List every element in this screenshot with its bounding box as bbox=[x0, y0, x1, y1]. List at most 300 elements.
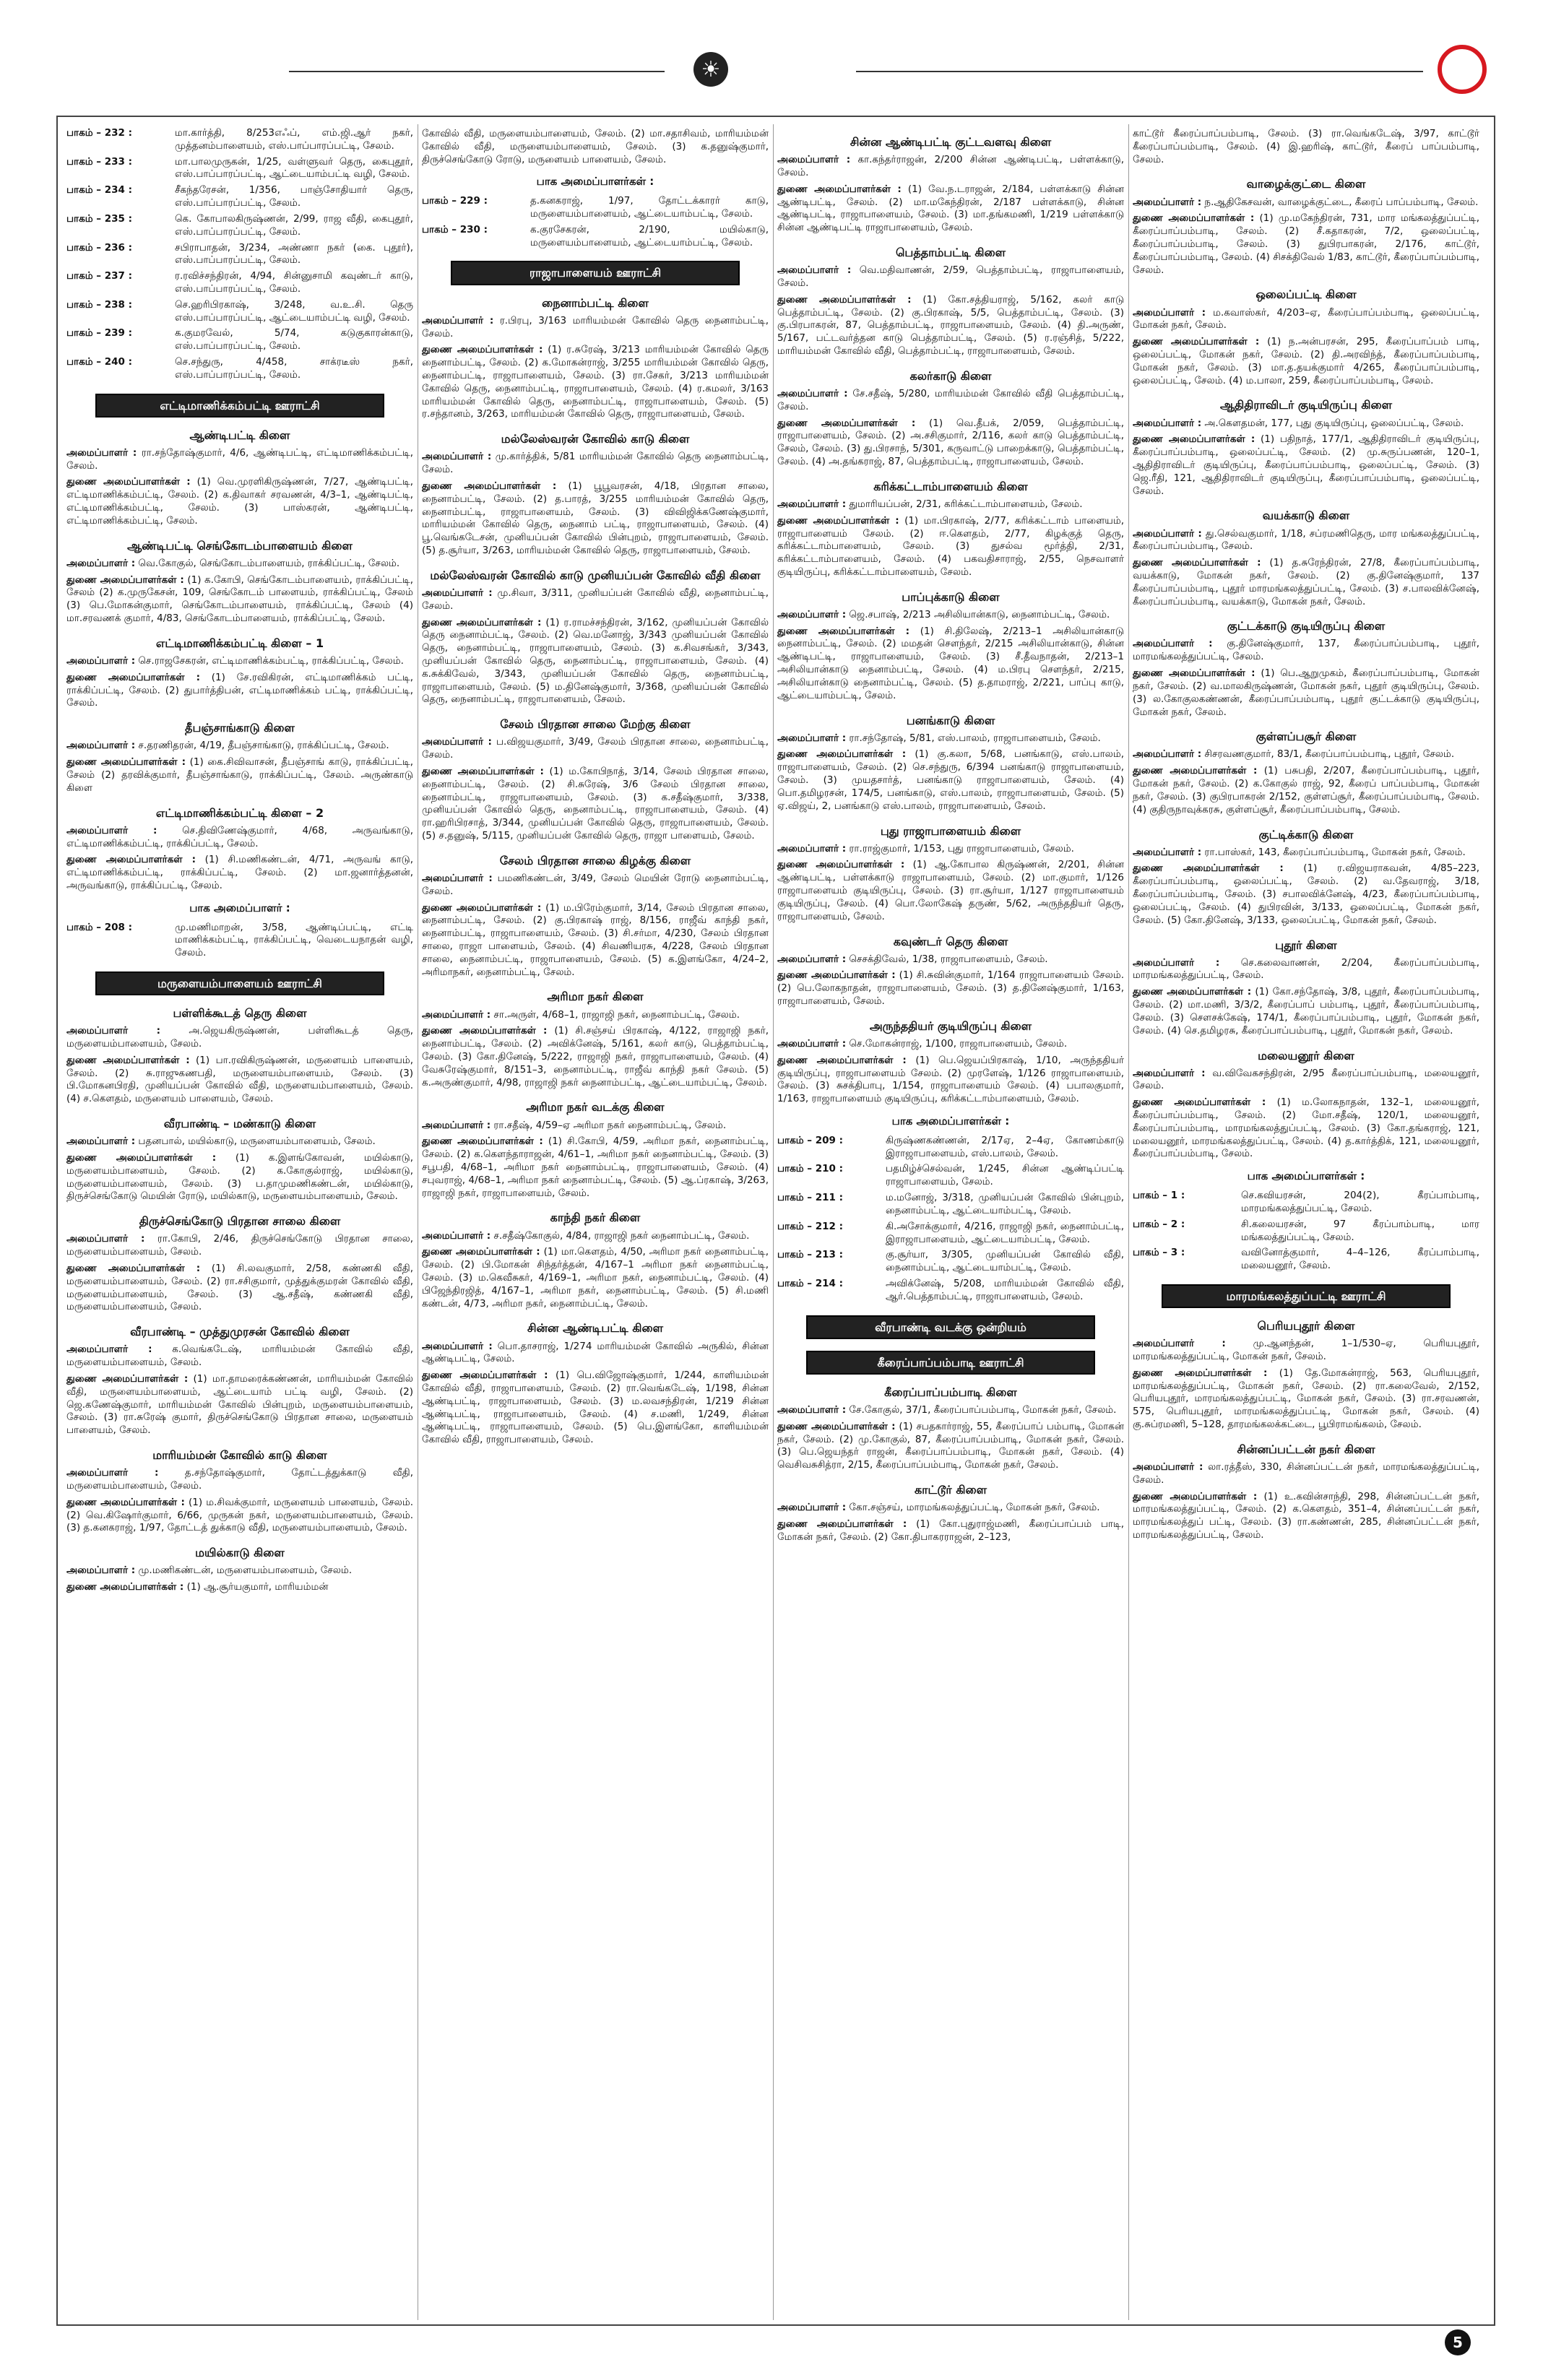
member-text: ரா.சந்தோஷ்குமார், 4/6, ஆண்டிபட்டி, எட்டிமாணிக்கம்பட்டி, சேலம். bbox=[66, 446, 413, 472]
member-entry bbox=[66, 1565, 413, 1578]
member-entry bbox=[66, 655, 413, 668]
branch-heading: பாப்புக்காடு கிளை bbox=[902, 589, 1000, 604]
role-label: அமைப்பாளர் : bbox=[422, 314, 494, 326]
branch-heading: மல்லேஸ்வரன் கோவில் காடு கிளை bbox=[501, 432, 690, 446]
ward-label: பாகம் – 230 : bbox=[422, 223, 488, 235]
role-label: துணை அமைப்பாளர்கள் : bbox=[66, 1054, 190, 1066]
role-label: துணை அமைப்பாளர்கள் : bbox=[66, 1152, 217, 1164]
branch-heading: வீரபாண்டி – மண்காடு கிளை bbox=[163, 1117, 316, 1131]
branch-heading: குட்டிக்காடு கிளை bbox=[1258, 827, 1354, 841]
branch-heading: கவுண்டர் தெரு கிளை bbox=[893, 934, 1008, 948]
member-entry bbox=[777, 264, 1124, 290]
branch-heading: சின்னப்பட்டன் நகர் கிளை bbox=[1237, 1442, 1375, 1456]
role-label: துணை அமைப்பாளர்கள் : bbox=[1133, 433, 1255, 446]
ward-label: பாகம் – 239 : bbox=[66, 327, 133, 339]
column-3 bbox=[777, 124, 1124, 2320]
member-text: (1) பெ.விஜோஷ்குமார், 1/244, காளியம்மன் கோவில் வீதி, ராஜாபாளையம், சேலம். (2) ரா.வெங்கடேஷ், 1/198, சின்ன ஆண்டிபட்டி, ராஜாபாளையம், சேலம். (3) ம.லவசந்திரன், 1/219 சின்ன ஆண்டிபட்டி, ராஜாபாளையம், சேலம். (4) ச.மணி, 1/249, சின்ன ஆண்டிபட்டி, ராஜாபாளையம், சேலம். (5) பெ.இளங்கோ, காளியம்மன் கோவில் வீதி, ராஜாபாளையம், சேலம். bbox=[422, 1369, 769, 1446]
member-text: ப.விஜயகுமார், 3/49, சேலம் பிரதான சாலை, நைனாம்பட்டி, சேலம். bbox=[422, 736, 769, 761]
member-entry bbox=[777, 1421, 1124, 1472]
role-label: அமைப்பாளர் : bbox=[66, 446, 137, 459]
member-entry bbox=[777, 294, 1124, 358]
member-entry bbox=[422, 617, 769, 707]
member-text: வ.விவேகசந்திரன், 2/95 கீரைப்பாப்பம்பாடி, மலையனூர், சேலம். bbox=[1133, 1067, 1479, 1092]
role-label: துணை அமைப்பாளர்கள் : bbox=[66, 756, 186, 769]
role-label: துணை அமைப்பாளர்கள் : bbox=[422, 344, 543, 356]
ward-text: சபிராபாதன், 3/234, அண்ணா நகர் (கை. புதூர்), எஸ்.பாப்பாரப்பட்டி, சேலம். bbox=[175, 241, 413, 267]
member-entry bbox=[66, 1233, 413, 1259]
member-entry bbox=[1133, 638, 1479, 664]
role-label: துணை அமைப்பாளர்கள் : bbox=[1133, 986, 1252, 998]
member-text: (1) சி.மணிகண்டன், 4/71, அருவங் காடு, எட்டிமாணிக்கம்பட்டி, ராக்கிப்பட்டி, சேலம். (2) மா.ஜனார்த்தனன், அருவங்காடு, ராக்கிப்பட்டி, சேலம். bbox=[66, 854, 413, 891]
member-text: அ.கௌதமன், 177, புது குடியிருப்பு, ஒலைப்பட்டி, சேலம். bbox=[1204, 417, 1464, 429]
role-label: அமைப்பாளர் : bbox=[422, 1340, 493, 1352]
role-label: அமைப்பாளர் : bbox=[1133, 417, 1202, 429]
member-text: மு.சிவா, 3/311, முனியப்பன் கோவில் வீதி, நைனாம்பட்டி, சேலம். bbox=[422, 587, 769, 612]
member-entry bbox=[777, 417, 1124, 469]
role-label: அமைப்பாளர் : bbox=[777, 154, 851, 166]
member-entry bbox=[66, 854, 413, 892]
member-text: (1) ர.விஜயராகவன், 4/85–223, கீரைப்பாப்பம்பாடி, ஒலைப்பட்டி, சேலம். (2) வ.தேவராஜ், 3/18, கீரைப்பாப்பம்பாடி, சேலம். (3) சபாலவிக்னேஷ், 4/23, கீரைப்பாப்பம்பாடி, ஒலைப்பட்டி, சேலம். (4) துபிரவின், 3/133, ஒலைப்பட்டி, மோகன் நகர், சேலம். (5) கோ.தினேஷ், 3/133, ஒலைப்பட்டி, மோகன் நகர், சேலம். bbox=[1133, 862, 1479, 926]
role-label: துணை அமைப்பாளர்கள் : bbox=[422, 1135, 543, 1148]
ward-label: பாகம் – 210 : bbox=[777, 1163, 844, 1175]
ward-entry bbox=[66, 299, 413, 325]
role-label: அமைப்பாளர் : bbox=[66, 557, 136, 569]
role-label: துணை அமைப்பாளர்கள் : bbox=[1133, 1096, 1266, 1109]
member-text: ரா.பாஸ்கர், 143, கீரைப்பாப்பம்பாடி, மோகன் நகர், சேலம். bbox=[1204, 846, 1466, 858]
ward-entry bbox=[1133, 1219, 1479, 1245]
member-entry bbox=[422, 1341, 769, 1367]
ward-label: பாகம் – 213 : bbox=[777, 1249, 844, 1261]
ward-text: செ.சந்துரு, 4/458, சாக்ரடீஸ் நகர், எஸ்.பாப்பாரப்பட்டி, சேலம். bbox=[175, 356, 413, 381]
role-label: துணை அமைப்பாளர்கள் : bbox=[66, 574, 184, 586]
branch-heading: திருச்செங்கோடு பிரதான சாலை கிளை bbox=[139, 1214, 341, 1229]
branch-heading: வாழைக்குட்டை கிளை bbox=[1246, 177, 1366, 191]
branch-heading: கீரைப்பாப்பம்பாடி கிளை bbox=[884, 1385, 1017, 1399]
member-text: (1) மா.தாமரைக்கண்ணன், மாரியம்மன் கோவில் வீதி, மருளையம்பாளையம், ஆட்டையாம் பட்டி வழி, சேலம். (2) ஜெ.கணேஷ்குமார், மாரியம்மன் கோவில் பின்புறம், மருளையம்பாளையம், சேலம். (3) ரா.சுரேஷ் குமார், திருச்செங்கோடு பிரதான சாலை, மருளையம் பாளையம், சேலம். bbox=[66, 1373, 413, 1437]
member-text: ர.பிரபு, 3/163 மாரியம்மன் கோவில் தெரு நைனாம்பட்டி, சேலம். bbox=[422, 314, 769, 339]
member-entry bbox=[777, 626, 1124, 703]
member-text: கா.கந்தர்ராஜன், 2/200 சின்ன ஆண்டிபட்டி, பள்ளக்காடு, சேலம். bbox=[777, 154, 1124, 178]
ward-entry bbox=[66, 213, 413, 239]
role-label: துணை அமைப்பாளர்கள் : bbox=[777, 1518, 907, 1530]
ward-entry bbox=[777, 1278, 1124, 1304]
ward-entry bbox=[777, 1163, 1124, 1189]
member-text: மு.மணிகண்டன், மருளையம்பாளையம், சேலம். bbox=[138, 1565, 353, 1577]
member-text: ரா.கோபி, 2/46, திருச்செங்கோடு பிரதான சாலை, மருளையம்பாளையம், சேலம். bbox=[66, 1233, 413, 1258]
member-text: (1) ம.லோகநாதன், 132–1, மலையனூர், கீரைப்பாப்பம்பாடி, சேலம். (2) மோ.சதீஷ், 120/1, மலையனூர், கீரைப்பாப்பம்பாடி, மாரமங்கலத்துப்பட்டி, சேலம். (3) கோ.தங்கராஜ், 121, மலையனூர், மாரமங்கலத்துப்பட்டி, சேலம். (4) த.கார்த்திக், 121, மலையனூர், கீரைப்பாப்பம்பாடி, சேலம். bbox=[1133, 1096, 1479, 1160]
role-label: அமைப்பாளர் : bbox=[1133, 1067, 1206, 1079]
member-text: ம.கவாஸ்கர், 4/203–ஏ, கீரைப்பாப்பம்பாடி, ஒலைப்பட்டி, மோகன் நகர், சேலம். bbox=[1133, 306, 1479, 332]
ward-label: பாகம் – 234 : bbox=[66, 184, 133, 196]
role-label: துணை அமைப்பாளர்கள் : bbox=[777, 859, 905, 871]
role-label: துணை அமைப்பாளர்கள் : bbox=[66, 476, 191, 488]
member-entry bbox=[777, 748, 1124, 813]
ward-entry bbox=[777, 1192, 1124, 1218]
member-text: கோ.சஞ்சய், மாரமங்கலத்துப்பட்டி, மோகன் நகர், சேலம். bbox=[849, 1502, 1100, 1514]
ward-text: பதமிழ்ச்செல்வன், 1/245, சின்ன ஆண்டிப்பட்டி ராஜாபாளையம், சேலம். bbox=[886, 1163, 1124, 1188]
role-label: துணை அமைப்பாளர்கள் : bbox=[777, 748, 907, 761]
member-text: மு.கார்த்திக், 5/81 மாரியம்மன் கோவில் தெரு நைனாம்பட்டி, சேலம். bbox=[422, 451, 769, 476]
role-label: அமைப்பாளர் : bbox=[777, 1403, 847, 1416]
role-label: அமைப்பாளர் : bbox=[777, 1502, 847, 1514]
member-entry bbox=[66, 672, 413, 710]
branch-heading: வயக்காடு கிளை bbox=[1262, 509, 1350, 523]
member-text: (1) கோ.புதுராஜ்மணி, கீரைப்பாப்பம் பாடி, மோகன் நகர், சேலம். (2) கோ.திபாகரராஜன், 2–123, bbox=[777, 1518, 1124, 1543]
panchayat-banner: எட்டிமாணிக்கம்பட்டி ஊராட்சி bbox=[95, 394, 384, 417]
member-text: க.வெங்கடேஷ், மாரியம்மன் கோவில் வீதி, மருளையம்பாளையம், சேலம். bbox=[66, 1343, 413, 1369]
branch-heading: புது ராஜாபாளையம் கிளை bbox=[880, 823, 1021, 838]
member-entry bbox=[66, 558, 413, 571]
member-text: (1) உ.கவின்சாந்தி, 298, சின்னப்பட்டன் நகர், மாரமங்கலத்துப்பட்டி, சேலம். (2) க.கௌதம், 351–4, சின்னப்பட்டன் நகர், மாரமங்கலத்துப் பட்டி, சேலம். (3) ரா.கண்ணன், 285, சின்னப்பட்டன் நகர், மாரமங்கலத்துப்பட்டி, சேலம். bbox=[1133, 1490, 1479, 1541]
role-label: அமைப்பாளர் : bbox=[1133, 638, 1213, 650]
branch-heading: கலர்காடு கிளை bbox=[909, 368, 992, 383]
member-entry bbox=[66, 1135, 413, 1148]
member-text: (1) த.சுரேந்திரன், 27/8, கீரைப்பாப்பம்பாடி, வயக்காடு, மோகன் நகர், சேலம். (2) கு.தினேஷ்குமார், 137 கீரைப்பாப்பம்பாடி, புதூர் மாரமங்கலத்துப்பட்டி, சேலம். (3) ச.பாலவிக்னேஷ், கீரைப்பாப்பம்பாடி, வயக்காடு, மோகன் நகர், சேலம். bbox=[1133, 557, 1479, 607]
branch-heading: கரிக்கட்டாம்பாளையம் கிளை bbox=[873, 479, 1028, 493]
member-entry bbox=[422, 1025, 769, 1089]
member-text: துமாரியப்பன், 2/31, கரிக்கட்டாம்பாளையம், சேலம். bbox=[849, 498, 1083, 510]
panchayat-banner: ராஜாபாளையம் ஊராட்சி bbox=[451, 261, 740, 285]
ward-text: மா.பாலமுருகன், 1/25, வள்ளுவர் தெரு, கைபுதூர், எஸ்.பாப்பாரப்பட்டி, ஆட்டையாம்பட்டி வழி, சேலம். bbox=[175, 155, 413, 181]
role-label: அமைப்பாளர் : bbox=[777, 264, 852, 277]
member-entry bbox=[1133, 528, 1479, 554]
role-label: அமைப்பாளர் : bbox=[777, 387, 848, 399]
role-label: துணை அமைப்பாளர்கள் : bbox=[422, 1025, 548, 1037]
member-text: த.சந்தோஷ்குமார், தோட்டத்துக்காடு வீதி, மருளையம்பாளையம், சேலம். bbox=[66, 1467, 413, 1492]
ward-entry bbox=[66, 184, 413, 210]
ward-text: கி.அசோக்குமார், 4/216, ராஜாஜி நகர், நைனாம்பட்டி, இராஜாபாளையம், ஆட்டையாம்பட்டி, சேலம். bbox=[886, 1220, 1124, 1245]
member-text: (1) வெ.தீபக், 2/059, பெத்தாம்பட்டி, ராஜாபாளையம், சேலம். (2) அ.சசிகுமார், 2/116, கலர் காடு பெத்தாம்பட்டி, சேலம், சேலம். (3) து.பிரசாந், 5/301, கருவாட்டு பாறைக்காடு, பெத்தாம்பட்டி, சேலம். (4) அ.தங்கராஜ், 87, பெத்தாம்பட்டி, ராஜாபாளையம், சேலம். bbox=[777, 417, 1124, 467]
ward-label: பாகம் – 209 : bbox=[777, 1134, 844, 1146]
member-text: (1) ஆ.சூர்யகுமார், மாரியம்மன் bbox=[186, 1581, 329, 1593]
ward-entry bbox=[422, 195, 769, 221]
branch-heading: நைனாம்பட்டி கிளை bbox=[542, 295, 649, 310]
role-label: துணை அமைப்பாளர்கள் : bbox=[66, 1263, 201, 1275]
member-text: ஜெ.சபாஷ், 2/213 அசிலியான்காடு, நைனாம்பட்டி, சேலம். bbox=[849, 608, 1110, 620]
branch-heading: காட்டூர் கிளை bbox=[914, 1482, 987, 1497]
role-label: அமைப்பாளர் : bbox=[1133, 846, 1202, 858]
member-text: செ.கலைவாணன், 2/204, கீரைப்பாப்பம்பாடி, மாரமங்கலத்துப்பட்டி, சேலம். bbox=[1133, 956, 1479, 982]
member-text: (1) ம.பிரேம்குமார், 3/14, சேலம் பிரதான சாலை, நைனாம்பட்டி, சேலம். (2) கு.பிரகாஷ் ராஜ், 8/156, ராஜீவ் காந்தி நகர், நைனாம்பட்டி, ராஜாபாளையம், சேலம். (3) சி.சர்மா, 4/230, சேலம் பிரதான சாலை, ராஜா பாளையம், சேலம். (4) சிவணியரசு, 4/228, சேலம் பிரதான சாலை, நைனாம்பட்டி, ராஜாபாளையம், சேலம். (5) க.இளங்கோ, 4/24–2, அரிமாநகர், நைனாம்பட்டி, சேலம். bbox=[422, 901, 769, 978]
ward-text: க.குமரவேல், 5/74, கடுகுகாரன்காடு, எஸ்.பாப்பாரப்பட்டி, சேலம். bbox=[175, 327, 413, 352]
member-entry bbox=[66, 476, 413, 527]
branch-heading: ஆதிதிராவிடர் குடியிருப்பு கிளை bbox=[1219, 398, 1393, 412]
member-text: (1) மா.பிரகாஷ், 2/77, கரிக்கட்டாம் பாளையம், ராஜாபாளையம் சேலம். (2) ஈ.கௌதம், 2/77, கிழக்குத் தெரு, கரிக்கட்டாம்பாளையம், சேலம். (3) துசல்வ மூர்த்தி, 2/31, கரிக்கட்டாம்பாளையம், சேலம். (4) பகவதிசாராஜ், 2/55, நெசவாளர் குடியிருப்பு, கரிக்கட்டாம்பாளையம், சேலம். bbox=[777, 514, 1124, 578]
ward-label: பாகம் – 237 : bbox=[66, 270, 133, 282]
member-entry bbox=[777, 859, 1124, 923]
ward-text: கெ. கோபாலகிருஷ்ணன், 2/99, ராஜ வீதி, கைபுதூர், எஸ்.பாப்பாரப்பட்டி, சேலம். bbox=[175, 212, 413, 238]
role-label: அமைப்பாளர் : bbox=[1133, 527, 1202, 540]
member-entry bbox=[66, 756, 413, 795]
ward-entry bbox=[66, 356, 413, 382]
member-text: (1) சி.கோபி, 4/59, அரிமா நகர், நைனாம்பட்டி, சேலம். (2) க.கௌந்தாராஜன், 4/61–1, அரிமா நகர் நைனாம்பட்டி, சேலம். (3) சபூபதி, 4/68–1, அரிமா நகர் நைனாம்பட்டி, ராஜாபாளையம், சேலம். (4) சபுவராஜ், 4/68–1, அரிமா நகர் நைனாம்பட்டி, சேலம். (5) ஆ.ப்ரகாஷ், 3/263, ராஜாஜி நகர், ராஜாபாளையம், சேலம். bbox=[422, 1135, 769, 1199]
member-text: (1) ஆ.கோபால கிருஷ்ணன், 2/201, சின்ன ஆண்டிபட்டி, பள்ளக்காடு ராஜாபாளையம், சேலம். (2) மா.குமார், 1/126 ராஜாபாளையம் குடியிருப்பு, சேலம். (3) ரா.சூர்யா, 1/127 ராஜாபாளையம் குடியிருப்பு, சேலம். (4) பொ.லோகேஷ் தருண், 5/62, அருந்ததியர் தெரு, ராஜாபாளையம், சேலம். bbox=[777, 859, 1124, 922]
member-entry bbox=[1133, 847, 1479, 860]
member-entry bbox=[1133, 196, 1479, 209]
member-entry bbox=[422, 1120, 769, 1133]
branch-heading: புதூர் கிளை bbox=[1275, 938, 1337, 952]
role-label: அமைப்பாளர் : bbox=[422, 872, 493, 884]
member-text: சே.கோகுல், 37/1, கீரைப்பாப்பம்பாடி, மோகன் நகர், சேலம். bbox=[849, 1403, 1117, 1416]
member-entry bbox=[422, 1369, 769, 1447]
member-entry bbox=[66, 1373, 413, 1437]
panchayat-banner: வீரபாண்டி வடக்கு ஒன்றியம் bbox=[806, 1315, 1095, 1339]
role-label: அமைப்பாளர் : bbox=[777, 1037, 847, 1050]
role-label: துணை அமைப்பாளர்கள் : bbox=[777, 293, 912, 306]
role-label: அமைப்பாளர் : bbox=[777, 608, 847, 620]
member-entry bbox=[777, 388, 1124, 414]
member-text: பொ.தாசராஜ், 1/274 மாரியம்மன் கோவில் அருகில், சின்ன ஆண்டிபட்டி, சேலம். bbox=[422, 1340, 769, 1365]
member-entry bbox=[66, 1055, 413, 1106]
role-label: துணை அமைப்பாளர்கள் : bbox=[777, 969, 896, 982]
role-label: துணை அமைப்பாளர்கள் : bbox=[1133, 212, 1255, 225]
panchayat-banner: மாரமங்கலத்துப்பட்டி ஊராட்சி bbox=[1162, 1284, 1451, 1308]
member-entry bbox=[1133, 433, 1479, 498]
role-label: அமைப்பாளர் : bbox=[66, 1233, 145, 1245]
role-label: துணை அமைப்பாளர்கள் : bbox=[66, 671, 201, 683]
branch-heading: வீரபாண்டி – முத்துமுரசன் கோவில் கிளை bbox=[130, 1325, 350, 1339]
member-text: பதனபால், மயில்காடு, மருளையம்பாளையம், சேலம். bbox=[138, 1135, 376, 1148]
role-label: துணை அமைப்பாளர்கள் : bbox=[1133, 765, 1258, 777]
member-text: கு.தினேஷ்குமார், 137, கீரைப்பாப்பம்பாடி, புதூர், மாரமங்கலத்துப்பட்டி, சேலம். bbox=[1133, 638, 1479, 663]
member-text: (1) ர.சுரேஷ், 3/213 மாரியம்மன் கோவில் தெரு நைனாம்பட்டி, சேலம். (2) க.மோகன்ராஜ், 3/255 மாரியம்மன் கோவில் தெரு, நைனாம்பட்டி, ராஜாபாளையம், சேலம். (3) ரா.சேகர், 3/213 மாரியம்மன் கோவில் தெரு, நைனாம்பட்டி, ராஜாபாளையம், சேலம். (4) ர.கமலர், 3/163 மாரியம்மன் கோவில் தெரு, நைனாம்பட்டி, ராஜாபாளையம், சேலம். (5) ர.சந்தானம், 3/263, மாரியம்மன் கோவில் தெரு, ராஜாபாளையம், சேலம். bbox=[422, 344, 769, 420]
member-entry bbox=[1133, 336, 1479, 387]
role-label: துணை அமைப்பாளர்கள் : bbox=[1133, 1490, 1258, 1502]
member-entry bbox=[66, 447, 413, 473]
member-entry bbox=[777, 1038, 1124, 1051]
member-text: (1) கு.கலா, 5/68, பனங்காடு, எஸ்.பாலம், ராஜாபாளையம், சேலம். (2) செ.சந்துரு, 6/394 பனங்காடு ராஜாபாளையம், சேலம். (3) முயதசார்த், பனங்காடு ராஜாபாளையம், சேலம். (4) பொ.தமிழரசன், 174/5, பனங்காடு, எஸ்.பாலம், ராஜாபாளையம், சேலம். (5) ஏ.விஜய், 2, பனங்காடு எஸ்.பாலம், ராஜாபாளையம், சேலம். bbox=[777, 748, 1124, 812]
member-entry bbox=[1133, 957, 1479, 983]
member-entry bbox=[1133, 1096, 1479, 1161]
ward-text: அவிக்னேஷ், 5/208, மாரியம்மன் கோவில் வீதி, ஆர்.பெத்தாம்பட்டி, ராஜாபாளையம், சேலம். bbox=[886, 1277, 1124, 1302]
member-text: ச.சதீஷ்கோகுல், 4/84, ராஜாஜி நகர் நைனாம்பட்டி, சேலம். bbox=[493, 1229, 750, 1242]
role-label: துணை அமைப்பாளர்கள் : bbox=[777, 625, 910, 637]
ward-text: சி.கலையரசன், 97 கீரப்பாம்பாடி, மார மங்கலத்துப்பட்டி, சேலம். bbox=[1241, 1218, 1479, 1243]
member-text: (1) சி.திலேஷ், 2/213–1 அசிலியான்காடு நைனாம்பட்டி, சேலம். (2) மமதன் சௌந்தர், 2/215 அசிலியான்காடு, சின்ன ஆண்டிபட்டி, ராஜாபாளையம், சேலம். (3) சீ.தீவநாதன், 2/213–1 அசிலியான்காடு நைனாம்பட்டி, சேலம். (4) ம.பிரபு சௌந்தர், 2/215, அசிலியான்காடு நைனாம்பட்டி, சேலம். (5) த.தாமராஜ், 2/221, பாப்பு காடு, ஆட்டையாம்பட்டி, சேலம். bbox=[777, 625, 1124, 701]
role-label: அமைப்பாளர் : bbox=[66, 1565, 136, 1577]
role-label: அமைப்பாளர் : bbox=[66, 1467, 159, 1479]
column-divider bbox=[773, 124, 774, 2320]
column-1 bbox=[66, 124, 413, 2320]
ward-organisers-heading: பாக அமைப்பாளர் : bbox=[189, 901, 290, 914]
role-label: அமைப்பாளர் : bbox=[422, 1119, 491, 1131]
ward-label: பாகம் – 3 : bbox=[1133, 1247, 1185, 1259]
branch-heading: ஆண்டிபட்டி செங்கோடம்பாளையம் கிளை bbox=[127, 538, 353, 553]
role-label: துணை அமைப்பாளர்கள் : bbox=[422, 765, 544, 777]
member-text: சிசரவணகுமார், 83/1, கீரைப்பாப்பம்பாடி, புதூர், சேலம். bbox=[1204, 748, 1455, 761]
role-label: துணை அமைப்பாளர்கள் : bbox=[1133, 862, 1284, 875]
member-entry bbox=[777, 969, 1124, 1008]
member-text: (1) கோ.சத்தியராஜ், 5/162, கலர் காடு பெத்தாம்பட்டி, சேலம். (2) கு.பிரகாஷ், 5/5, பெத்தாம்பட்டி, சேலம். (3) கு.பிரபாகரன், 87, பெத்தாம்பட்டி, ராஜாபாளையம், சேலம். (4) தி.அருண், 5/167, பட்டவர்த்தன காடு பெத்தாம்பட்டி, சேலம். (5) ர.ரஞ்சித், 5/222, மாரியம்மன் கோவில் வீதி, பெத்தாம்பட்டி, ராஜாபாளையம், சேலம். bbox=[777, 293, 1124, 357]
role-label: அமைப்பாளர் : bbox=[422, 587, 493, 599]
ward-label: பாகம் – 233 : bbox=[66, 155, 133, 168]
member-entry bbox=[66, 1152, 413, 1203]
member-entry bbox=[66, 1263, 413, 1314]
role-label: துணை அமைப்பாளர்கள் : bbox=[1133, 1367, 1268, 1379]
member-text: சா.அருள், 4/68–1, ராஜாஜி நகர், நைனாம்பட்டி, சேலம். bbox=[493, 1008, 740, 1021]
branch-heading: சின்ன ஆண்டிபட்டி கிளை bbox=[527, 1321, 664, 1336]
member-entry bbox=[66, 1581, 413, 1594]
branch-heading: குள்ளப்பசூர் கிளை bbox=[1255, 730, 1357, 744]
red-circle-icon bbox=[1438, 45, 1487, 94]
member-entry bbox=[422, 1009, 769, 1022]
role-label: அமைப்பாளர் : bbox=[777, 732, 847, 744]
ward-organisers-heading: பாக அமைப்பாளர்கள் : bbox=[1247, 1169, 1365, 1183]
branch-heading: அரிமா நகர் கிளை bbox=[547, 990, 644, 1004]
member-entry bbox=[777, 609, 1124, 622]
member-text: சே.சதீஷ், 5/280, மாரியம்மன் கோவில் வீதி பெத்தாம்பட்டி, சேலம். bbox=[777, 387, 1124, 412]
member-entry bbox=[422, 873, 769, 899]
member-text: (1) மு.மகேந்திரன், 731, மார மங்கலத்துப்பட்டி, கீரைப்பாப்பம்பாடி, சேலம். (2) சீ.கதாகரன், 7/2, ஒலைப்பட்டி, கீரைப்பாப்பம்பாடி, சேலம். (3) துபிரபாகரன், 2/176, காட்டூர், கீரைப்பாப்பம்பாடி, சேலம். (4) சிசக்திவேல் 1/83, காட்டூர், கீரைப்பாப்பம்பாடி, சேலம். bbox=[1133, 212, 1479, 276]
member-entry bbox=[422, 736, 769, 762]
member-entry bbox=[66, 1343, 413, 1369]
branch-heading: குட்டக்காடு குடியிருப்பு கிளை bbox=[1227, 619, 1386, 633]
role-label: அமைப்பாளர் : bbox=[1133, 1461, 1203, 1473]
role-label: துணை அமைப்பாளர்கள் : bbox=[422, 480, 557, 492]
member-text: செ.ராஜசேகரன், எட்டிமாணிக்கம்பட்டி, ராக்கிப்பட்டி, சேலம். bbox=[138, 655, 404, 667]
ward-label: பாகம் – 240 : bbox=[66, 356, 133, 368]
role-label: துணை அமைப்பாளர்கள் : bbox=[1133, 336, 1260, 348]
role-label: துணை அமைப்பாளர்கள் : bbox=[1133, 557, 1261, 569]
member-text: (1) ந.அன்பரசன், 295, கீரைப்பாப்பம் பாடி, ஒலைப்பட்டி, மோகன் நகர், சேலம். (2) தி.அரவிந்த், கீரைப்பாப்பம்பாடி, மோகன் நகர், சேலம். (3) மா.த.தயக்குமார் 4/265, கீரைப்பாப்பம்பாடி, ஒலைப்பட்டி, சேலம். (4) ம.பாலா, 259, கீரைப்பாப்பம்பாடி, சேலம். bbox=[1133, 336, 1479, 386]
role-label: அமைப்பாளர் : bbox=[422, 451, 492, 463]
member-entry bbox=[777, 183, 1124, 235]
member-text: (1) சி.லவகுமார், 2/58, கண்ணகி வீதி, மருளையம்பாளையம், சேலம். (2) ரா.சசிகுமார், முத்துக்குமரன் கோவில் வீதி, மருளையம்பாளையம், சேலம். (3) ஆ.சதீஷ், கண்ணகி வீதி, மருளையம்பாளையம், சேலம். bbox=[66, 1263, 413, 1313]
role-label: துணை அமைப்பாளர்கள் : bbox=[66, 854, 196, 866]
role-label: துணை அமைப்பாளர்கள் : bbox=[777, 514, 899, 527]
column-divider bbox=[1128, 124, 1129, 2320]
member-entry bbox=[777, 515, 1124, 579]
member-entry bbox=[1133, 1461, 1479, 1487]
member-entry bbox=[66, 574, 413, 626]
member-text: செ.மோகன்ராஜ், 1/100, ராஜாபாளையம், சேலம். bbox=[849, 1037, 1068, 1050]
member-entry bbox=[1133, 667, 1479, 719]
member-entry bbox=[1133, 212, 1479, 277]
member-text: (1) பெ.ஆறுமுகம், கீரைப்பாப்பம்பாடி, மோகன் நகர், சேலம். (2) வ.மாலகிருஷ்ணன், மோகன் நகர், புதூர் குடியிருப்பு, சேலம். (3) ல.கோகுலகண்ணன், கீரைப்பாப்பம்பாடி, புதூர் குட்டக்காடு குடியிருப்பு, மோகன் நகர், சேலம். bbox=[1133, 667, 1479, 718]
role-label: அமைப்பாளர் : bbox=[777, 953, 847, 965]
role-label: அமைப்பாளர் : bbox=[1133, 306, 1206, 319]
role-label: துணை அமைப்பாளர்கள் : bbox=[422, 1369, 548, 1382]
ward-entry bbox=[1133, 1190, 1479, 1216]
member-text: (1) ம.கோபிநாத், 3/14, சேலம் பிரதான சாலை, நைனாம்பட்டி, சேலம். (2) சி.சுரேஷ், 3/6 சேலம் பிரதான சாலை, நைனாம்பட்டி, ராஜாபாளையம், சேலம். (3) க.சதீஷ்குமார், 3/338, முனியப்பன் கோவில் தெரு, நைனாம்பட்டி, ராஜாபாளையம், சேலம். (4) ரா.ஹரிபிரசாத், 3/344, முனியப்பன் கோவில் தெரு, ராஜாபாளையம், சேலம். (5) ச.தனுஷ், 5/115, முனியப்பன் கோவில் தெரு, ராஜா பாளையம், சேலம். bbox=[422, 765, 769, 842]
member-text: வெ.மதிவாணன், 2/59, பெத்தாம்பட்டி, ராஜாபாளையம், சேலம். bbox=[777, 264, 1124, 289]
member-text: (1) சே.ரவிகிரன், எட்டிமாணிக்கம் பட்டி, ராக்கிப்பட்டி, சேலம். (2) துபார்த்திபன், எட்டிமாணிக்கம் பட்டி, ராக்கிப்பட்டி, சேலம். bbox=[66, 671, 413, 709]
role-label: துணை அமைப்பாளர்கள் : bbox=[777, 1054, 907, 1066]
member-entry bbox=[422, 480, 769, 558]
branch-heading: தீபஞ்சாங்காடு கிளை bbox=[185, 721, 295, 735]
member-entry bbox=[1133, 1068, 1479, 1094]
continued-text: கோவில் வீதி, மருளையம்பாளையம், சேலம். (2) மா.சதாசிவம், மாரியம்மன் கோவில் வீதி, மருளையம்பாளையம், சேலம். (3) க.தனுஷ்குமார், திருச்செங்கோடு ரோடு, மருளையம் பாளையம், சேலம். bbox=[422, 128, 769, 165]
branch-heading: மாரியம்மன் கோவில் காடு கிளை bbox=[152, 1448, 327, 1463]
member-entry bbox=[777, 498, 1124, 511]
member-text: லா.ரத்தீஸ், 330, சின்னப்பட்டன் நகர், மாரமங்கலத்துப்பட்டி, சேலம். bbox=[1133, 1461, 1479, 1486]
role-label: அமைப்பாளர் : bbox=[66, 655, 136, 667]
member-entry bbox=[66, 1497, 413, 1535]
role-label: துணை அமைப்பாளர்கள் : bbox=[777, 1420, 896, 1432]
member-text: (1) பதிநாத், 177/1, ஆதிதிராவிடர் குடியிருப்பு, கீரைப்பாப்பம்பாடி, ஒலைப்பட்டி, சேலம். (2) மு.சுருப்பணன், 120–1, ஆதிதிராவிடர் குடியிருப்பு, கீரைப்பாப்பம்பாடி, ஒலைப்பட்டி, சேலம். (3) ஜெ.ரீதி, 121, ஆதிதிராவிடர் குடியிருப்பு, கீரைப்பாப்பம்பாடி, ஒலைப்பட்டி, சேலம். bbox=[1133, 433, 1479, 497]
role-label: துணை அமைப்பாளர்கள் : bbox=[66, 1581, 184, 1593]
member-text: (1) பூபூவரசன், 4/18, பிரதான சாலை, நைனாம்பட்டி, சேலம். (2) த.பாரத், 3/255 மாரியம்மன் கோவில் தெரு, நைனாம்பட்டி, ராஜாபாளையம், சேலம். (3) விவிஜிக்கணேஷ்குமார், மாரியம்மன் கோவில் தெரு, நைனாம் பட்டி, ராஜாபாளையம், சேலம். (4) பூ.வெங்கடேசன், முனியப்பன் கோவில் பின்புறம், ராஜாபாளையம், சேலம். (5) த.சூர்யா, 3/263, மாரியம்மன் கோவில் தெரு, ராஜாபாளையம், சேலம். bbox=[422, 480, 769, 556]
member-text: (1) க.கோபி, செங்கோடம்பாளையம், ராக்கிப்பட்டி, சேலம் (2) க.முருகேசன், 109, செங்கோடம் பாளையம், ராக்கிப்பட்டி, சேலம் (3) பெ.மோகன்குமார், செங்கோடம்பாளையம், ராக்கிப்பட்டி, சேலம் (4) மா.சரவணக் குமார், 4/83, செங்கோடம்பாளையம், ராக்கிப்பட்டி, சேலம். bbox=[66, 574, 413, 625]
header-rule-right bbox=[856, 71, 1423, 72]
member-text: அ.ஜெயகிருஷ்ணன், பள்ளிகூடத் தெரு, மருளையம்பாளையம், சேலம். bbox=[66, 1025, 413, 1050]
ward-label: பாகம் – 2 : bbox=[1133, 1218, 1185, 1230]
role-label: அமைப்பாளர் : bbox=[422, 1229, 491, 1242]
member-text: பமணிகண்டன், 3/49, சேலம் மெயின் ரோடு நைனாம்பட்டி, சேலம். bbox=[422, 872, 769, 897]
role-label: துணை அமைப்பாளர்கள் : bbox=[1133, 667, 1255, 680]
member-entry bbox=[777, 843, 1124, 856]
role-label: அமைப்பாளர் : bbox=[66, 1135, 136, 1148]
member-entry bbox=[66, 825, 413, 851]
ward-text: மா.கார்த்தி, 8/253எஃப், எம்.ஜி.ஆர் நகர், முத்தனம்பாளையம், எஸ்.பாப்பாரப்பட்டி, சேலம். bbox=[175, 127, 413, 152]
ward-label: பாகம் – 232 : bbox=[66, 127, 133, 139]
ward-label: பாகம் – 211 : bbox=[777, 1192, 844, 1204]
ward-entry bbox=[66, 922, 413, 960]
ward-organisers-heading: பாக அமைப்பாளர்கள் : bbox=[536, 175, 654, 189]
column-4 bbox=[1133, 124, 1479, 2320]
role-label: அமைப்பாளர் : bbox=[1133, 1338, 1226, 1350]
member-entry bbox=[422, 587, 769, 613]
ward-text: வவினோத்குமார், 4–4–126, கீரப்பாம்பாடி, மலையனூர், சேலம். bbox=[1241, 1247, 1479, 1272]
member-entry bbox=[1133, 765, 1479, 816]
ward-entry bbox=[66, 156, 413, 182]
role-label: அமைப்பாளர் : bbox=[66, 824, 157, 836]
ward-label: பாகம் – 208 : bbox=[66, 921, 133, 933]
member-text: (1) வே.ந.டராஜன், 2/184, பள்ளக்காடு சின்ன ஆண்டிபட்டி, சேலம். (2) மா.மகேந்திரன், 2/187 பள்ளக்காடு, சின்ன ஆண்டிபட்டி, ராஜாபாளையம், சேலம். (3) மா.தங்கமணி, 1/219 பள்ளக்காடு சின்ன ஆண்டிபட்டி ராஜாபாளையம், சேலம். bbox=[777, 183, 1124, 234]
role-label: அமைப்பாளர் : bbox=[66, 1025, 161, 1037]
ward-text: மு.மணிமாறன், 3/58, ஆண்டிப்பட்டி, எட்டி மாணிக்கம்பட்டி, ராக்கிப்பட்டி, வெடையநாதன் வழி, சேலம். bbox=[175, 921, 413, 959]
member-text: ரா.சந்தோஷ், 5/81, எஸ்.பாலம், ராஜாபாளையம், சேலம். bbox=[849, 732, 1101, 744]
panchayat-banner: கீரைப்பாப்பம்பாடி ஊராட்சி bbox=[806, 1351, 1095, 1375]
role-label: அமைப்பாளர் : bbox=[66, 1343, 152, 1356]
ward-label: பாகம் – 238 : bbox=[66, 298, 133, 311]
ward-text: த.கனகராஜ், 1/97, தோட்டக்காரர் காடு, மருளையம்பாளையம், ஆட்டையாம்பட்டி, சேலம். bbox=[530, 195, 769, 220]
member-entry bbox=[777, 1055, 1124, 1106]
ward-text: செ.கவியரசன், 204(2), கீரப்பாம்பாடி, மாரமங்கலத்துப்பட்டி, சேலம். bbox=[1241, 1190, 1479, 1214]
member-text: செசக்திவேல், 1/38, ராஜாபாளையம், சேலம். bbox=[849, 953, 1048, 965]
member-entry bbox=[1133, 557, 1479, 608]
branch-heading: சின்ன ஆண்டிபட்டி குட்டவளவு கிளை bbox=[850, 135, 1052, 149]
ward-entry bbox=[777, 1135, 1124, 1161]
branch-heading: சேலம் பிரதான சாலை மேற்கு கிளை bbox=[500, 717, 691, 732]
branch-heading: சேலம் பிரதான சாலை கிழக்கு கிளை bbox=[499, 853, 691, 867]
member-entry bbox=[777, 154, 1124, 180]
member-text: (1) சி.சுவின்குமார், 1/164 ராஜாபாளையம் சேலம். (2) பெ.லோகநாதன், ராஜாபாளையம், சேலம். (3) த.தினேஷ்குமார், 1/163, ராஜாபாளையம், சேலம். bbox=[777, 969, 1124, 1008]
member-entry bbox=[777, 1502, 1124, 1515]
role-label: அமைப்பாளர் : bbox=[1133, 196, 1202, 208]
member-text: ச.தரணிதரன், 4/19, தீபஞ்சாங்காடு, ராக்கிப்பட்டி, சேலம். bbox=[138, 740, 389, 752]
member-entry bbox=[777, 1518, 1124, 1544]
ward-text: ம.மனோஜ், 3/318, முனியப்பன் கோவில் பின்புறம், நைனாம்பட்டி, ஆட்டையாம்பட்டி, சேலம். bbox=[886, 1192, 1124, 1216]
branch-heading: பள்ளிக்கூடத் தெரு கிளை bbox=[173, 1006, 307, 1021]
member-text: மு.ஆனந்தன், 1–1/530–ஏ, பெரியபுதூர், மாரமங்கலத்துப்பட்டி, மோகன் நகர், சேலம். bbox=[1133, 1338, 1479, 1362]
member-text: து.செல்வகுமார், 1/18, சப்ரமணிதெரு, மார மங்கலத்துப்பட்டி, கீரைப்பாப்பம்பாடி, சேலம். bbox=[1133, 527, 1479, 553]
branch-heading: பெரியபுதூர் கிளை bbox=[1257, 1319, 1355, 1333]
member-entry bbox=[1133, 417, 1479, 430]
branch-heading: மயில்காடு கிளை bbox=[195, 1546, 285, 1560]
page-number: 5 bbox=[1445, 2329, 1471, 2355]
member-entry bbox=[422, 451, 769, 477]
ward-label: பாகம் – 229 : bbox=[422, 195, 488, 207]
ward-text: செ.ஹரிபிரகாஷ், 3/248, வ.உ.சி. தெரு எஸ்.பாப்பாரப்பட்டி, ஆட்டையாம்பட்டி வழி, சேலம். bbox=[175, 298, 413, 324]
header-rule-left bbox=[289, 71, 665, 72]
role-label: துணை அமைப்பாளர்கள் : bbox=[777, 417, 916, 429]
role-label: அமைப்பாளர் : bbox=[777, 842, 847, 854]
member-entry bbox=[422, 344, 769, 421]
continued-text: காட்டூர் கீரைப்பாப்பம்பாடி, சேலம். (3) ரா.வெங்கடேஷ், 3/97, காட்டூர் கீரைப்பாப்பம்பாடி, சேலம். (4) இ.ஹரிஷ், காட்டூர், கீரைப் பாப்பம்பாடி, சேலம். bbox=[1133, 128, 1479, 165]
member-text: (1) சபதகார்ராஜ், 55, கீரைப்பாப் பம்பாடி, மோகன் நகர், சேலம். (2) மு.கோகுல், 87, கீரைப்பாப்பம்பாடி, மோகன் நகர், சேலம். (3) பெ.ஜெயந்தர் ராஜன், கீரைப்பாப்பம்பாடி, மோகன் நகர், சேலம். (4) வெசிவசுசித்ரா, 2/15, கீரைப்பாப்பம்பாடி, மோகன் நகர், சேலம். bbox=[777, 1420, 1124, 1471]
branch-heading: மலையனூர் கிளை bbox=[1258, 1048, 1354, 1063]
